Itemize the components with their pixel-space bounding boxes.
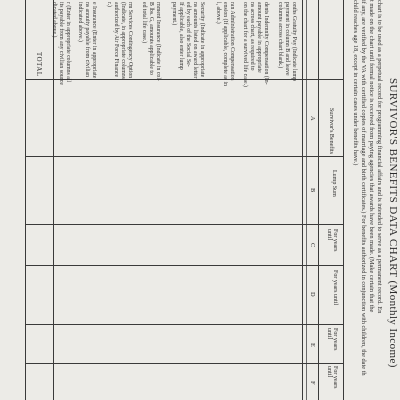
intro-line: if any, are verified by the VA with certified copies of marriage and birth certificates.) For benefits authorized in conjunction with children, the date th: [360, 0, 367, 376]
header-survivors-benefits: Survivor's Benefits: [328, 108, 334, 154]
header-lump-sum: Lump Sum: [331, 170, 337, 197]
column-letter: C: [309, 243, 316, 248]
intro-line: chart is to be used as a perpetual record for programming financial affairs and is intended to serve as a permanent record. En: [376, 0, 383, 314]
header-for-years-4: For years until: [326, 366, 338, 389]
column-letter: E: [309, 343, 316, 347]
column-letter: B: [309, 188, 316, 193]
column-letter: F: [309, 381, 316, 385]
column-letter: D: [309, 292, 316, 297]
column-letter: A: [309, 116, 316, 121]
header-for-years-3: For years until: [326, 328, 338, 351]
rotated-form: SURVIVOR'S BENEFITS DATA CHART (Monthly Income) chart is to be used as a perpetual record for programming financial affairs and is intended to serve as a permanent record. En t made on the chart until formal notice is received from paying agencies that awards have been made. (Make certain that the if any, are verified by the VA with certified copies of marriage and birth certificates.) For benefits authorized in conjunction with children, the date th child reaches age 18, except in certain cases under benefits have.) Survivor's Benefits Lump Sum For years until For years until For years until For years until A B C D E F onths Gratuity Pay (Indicate lump payment in column B and leave columns across chart blank.) dents Indemnity Compensation (In- amount payable in appropriate ns across chart, as required to on the chart for a survived life case.) ran Administration Compensation ension (If applicable, complete as in l, above.) Security (Indicate in appropriate ns amounts listed on award letter ed by each of the Social Se- If applicable, also enter lump payment.) rnment Insurance (Indicate in col- B lbs. G, amounts applicable to ed total life case.) rm Services Contingency Option (Indicate, in appropriate columns authorized by Air Force Finance r.) e Insurance (Enter in appropriate ns annuity payable from civilian indicated above.) r (Enter in appropriate columns all its payable from any civilian source dicated above.) TOTAL: [0, 0, 400, 400]
total-label: TOTAL: [35, 52, 42, 77]
intro-line: child reaches age 18, except in certain cases under benefits have.): [352, 0, 359, 166]
header-for-years-1: For years until: [326, 229, 338, 252]
form-title: SURVIVOR'S BENEFITS DATA CHART (Monthly Income): [387, 78, 399, 368]
intro-line: t made on the chart until formal notice is received from paying agencies that awards have been made. (Make certain that the: [368, 0, 375, 313]
header-for-years-2: For years until: [332, 270, 338, 305]
